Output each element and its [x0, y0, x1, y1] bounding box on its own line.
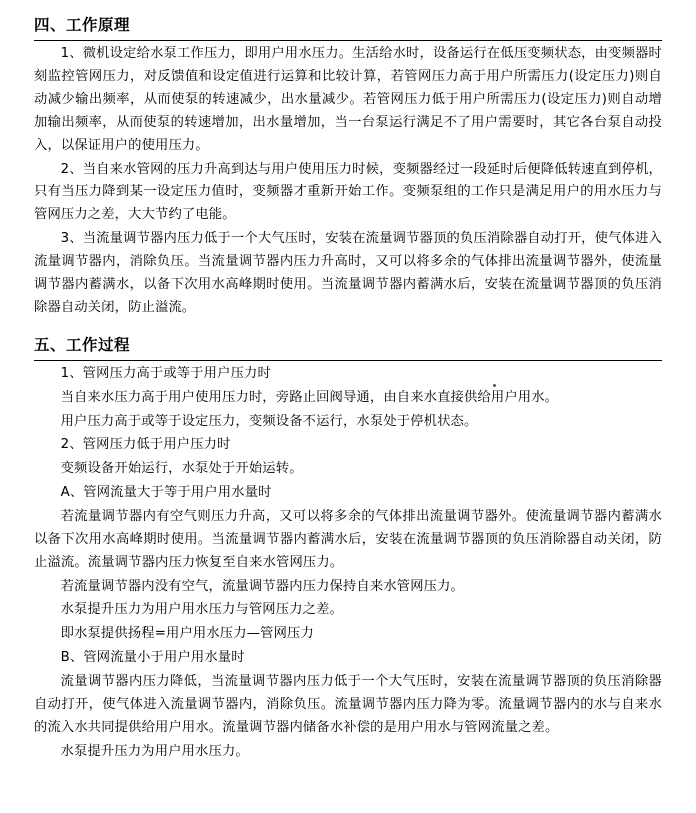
paragraph: 用户压力高于或等于设定压力，变频设备不运行，水泵处于停机状态。	[60, 413, 478, 429]
section-heading-working-principle: 四、工作原理	[34, 14, 662, 41]
paragraph: 若流量调节器内没有空气，流量调节器内压力保持自来水管网压力。	[60, 578, 464, 594]
paragraph: 当自来水压力高于用户使用压力时，旁路止回阀导通，由自来水直接供给用户用水。	[60, 389, 559, 405]
paragraph: 水泵提升压力为用户用水压力与管网压力之差。	[60, 602, 343, 618]
paragraph: A、管网流量大于等于用户用水量时	[60, 485, 272, 501]
paragraph: 1、管网压力高于或等于用户压力时	[60, 365, 271, 381]
paragraph: 即水泵提供扬程=用户用水压力—管网压力	[60, 626, 314, 642]
paragraph: B、管网流量小于用户用水量时	[60, 650, 245, 666]
paragraph: 变频设备开始运行，水泵处于开始运转。	[60, 461, 303, 477]
paragraph: 3、当流量调节器内压力低于一个大气压时，安装在流量调节器顶的负压消除器自动打开，使气体进入流量调节器内，消除负压。当流量调节器内压力升高时，又可以将多余的气体排出流量调节器外，使流量调节器内蓄满水，以备下次用水高峰期时使用。当流量调节器内蓄满水后，安装在流量调节器顶的负压消除器自动关闭，防止溢流。	[34, 231, 662, 315]
paragraph: 2、当自来水管网的压力升高到达与用户使用压力时候，变频器经过一段延时后便降低转速直到停机，只有当压力降到某一设定压力值时，变频器才重新开始工作。变频泵组的工作只是满足用户的用水压力与管网压力之差，大大节约了电能。	[34, 161, 662, 223]
paragraph: 水泵提升压力为用户用水压力。	[60, 743, 249, 759]
paragraph: 1、微机设定给水泵工作压力，即用户用水压力。生活给水时，设备运行在低压变频状态，由变频器时刻监控管网压力，对反馈值和设定值进行运算和比较计算，若管网压力高于用户所需压力(设定压力)则自动减少输出频率，从而使泵的转速减少，出水量减少。若管网压力低于用户所需压力(设定压力)则自动增加输出频率，从而使泵的转速增加，出水量增加，当一台泵运行满足不了用户需要时，其它各台泵自动投入，以保证用户的使用压力。	[34, 46, 662, 153]
paragraph: 2、管网压力低于用户压力时	[60, 437, 231, 453]
section-heading-working-process: 五、工作过程	[34, 334, 662, 361]
scan-artifact-dot	[493, 384, 496, 387]
paragraph: 若流量调节器内有空气则压力升高，又可以将多余的气体排出流量调节器外。使流量调节器内蓄满水以备下次用水高峰期时使用。当流量调节器内蓄满水后，安装在流量调节器顶的负压消除器自动关闭，防止溢流。流量调节器内压力恢复至自来水管网压力。	[34, 508, 662, 570]
paragraph: 流量调节器内压力降低，当流量调节器内压力低于一个大气压时，安装在流量调节器顶的负压消除器自动打开，使气体进入流量调节器内，消除负压。流量调节器内压力降为零。流量调节器内的水与自来水的流入水共同提供给用户用水。流量调节器内储备水补偿的是用户用水与管网流量之差。	[34, 673, 662, 735]
